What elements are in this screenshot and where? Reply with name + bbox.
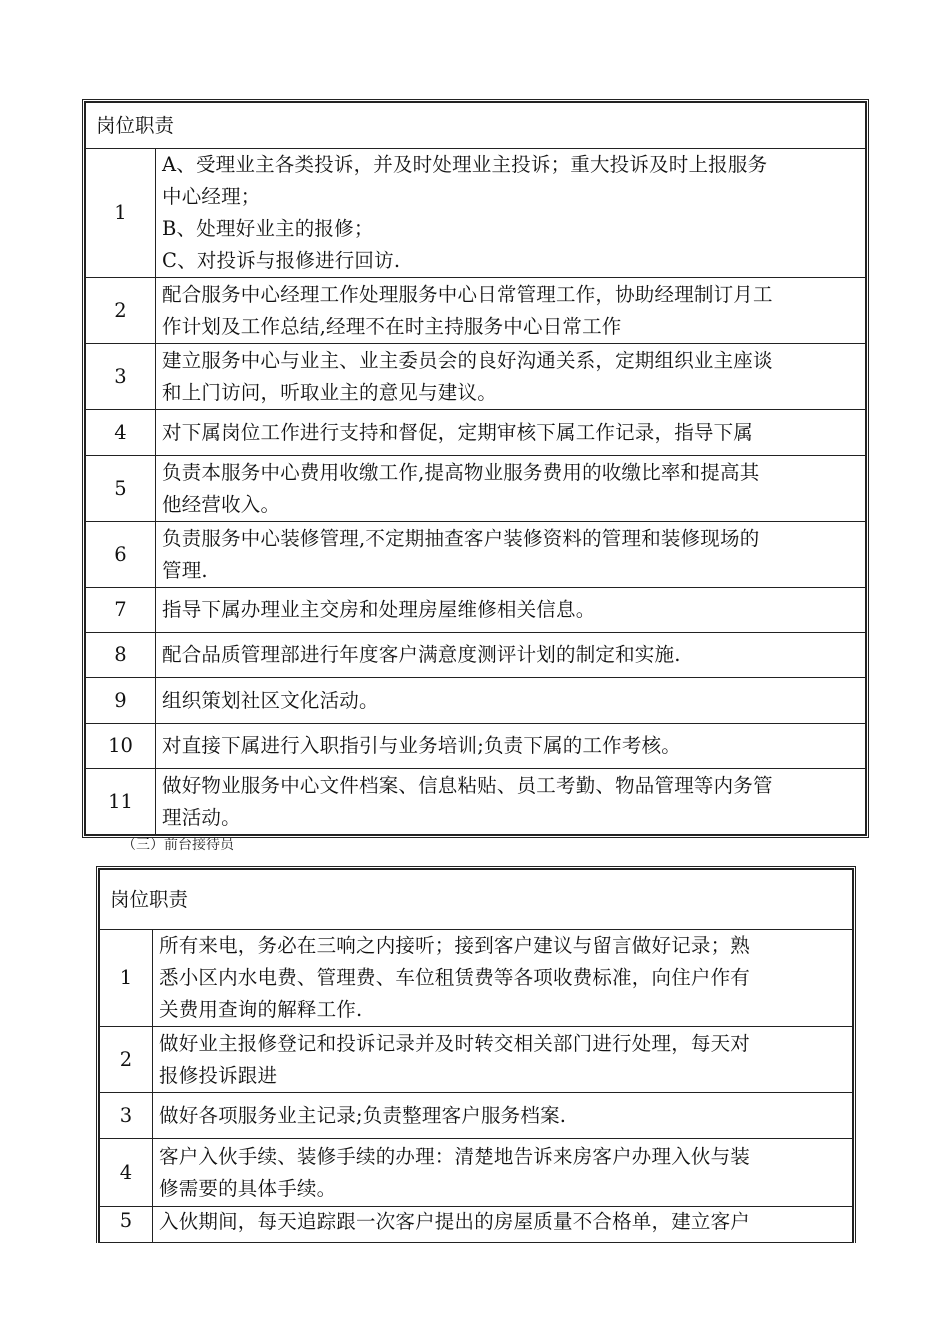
table-row [86,344,866,410]
table-row [86,410,866,456]
table-row [86,278,866,344]
table-row [86,149,866,278]
table-row [86,769,866,835]
text-line: B、处理好业主的报修； [162,217,374,240]
row-number: 11 [86,769,156,835]
row-number: 9 [86,678,156,724]
row-description [153,1139,853,1207]
row-description [153,1027,853,1093]
text-line: 建立服务中心与业主、业主委员会的良好沟通关系，定期组织业主座谈 [162,348,773,372]
row-description [156,344,866,410]
row-number: 2 [100,1027,153,1093]
row-description [156,724,866,769]
text-line: 指导下属办理业主交房和处理房屋维修相关信息。 [162,598,596,621]
text-line: 做好物业服务中心文件档案、信息粘贴、员工考勤、物品管理等内务管 [162,773,773,797]
row-description [156,678,866,724]
row-description [156,633,866,678]
text-line: 做好各项服务业主记录;负责整理客户服务档案. [159,1103,567,1127]
text-line: 理活动。 [162,805,241,829]
row-number: 1 [100,930,153,1027]
row-number: 6 [86,522,156,588]
row-description [156,588,866,633]
row-number: 5 [100,1207,153,1243]
row-number: 4 [100,1139,153,1207]
row-number: 8 [86,633,156,678]
table-row [100,1139,853,1207]
row-number: 10 [86,724,156,769]
table-row [100,1093,853,1139]
table-header: 岗位职责 [86,103,866,149]
duty-table-2 [96,866,856,1243]
table-row [86,588,866,633]
text-line: 对下属岗位工作进行支持和督促，定期审核下属工作记录，指导下属 [162,420,754,444]
text-line: 配合品质管理部进行年度客户满意度测评计划的制定和实施. [162,643,681,666]
row-description [153,1093,853,1139]
text-line: 关费用查询的解释工作. [159,998,363,1021]
table-header-row [86,103,866,149]
row-number: 5 [86,456,156,522]
table-row [100,1207,853,1243]
row-number: 2 [86,278,156,344]
row-number: 3 [100,1093,153,1139]
text-line: 修需要的具体手续。 [159,1176,337,1200]
text-line: A、受理业主各类投诉，并及时处理业主投诉；重大投诉及时上报服务 [162,153,768,176]
text-line: 报修投诉跟进 [159,1063,278,1087]
row-number: 4 [86,410,156,456]
row-description [153,930,853,1027]
text-line: C、对投诉与报修进行回访. [162,249,401,272]
table-header-row [100,870,853,930]
row-number: 1 [86,149,156,278]
row-description [156,522,866,588]
table-row [100,1027,853,1093]
text-line: 做好业主报修登记和投诉记录并及时转交相关部门进行处理，每天对 [159,1031,751,1055]
row-description [156,769,866,835]
text-line: 中心经理； [162,185,261,208]
text-line: 悉小区内水电费、管理费、车位租赁费等各项收费标准，向住户作有 [159,966,751,989]
row-description [153,1207,853,1243]
text-line: 负责本服务中心费用收缴工作,提高物业服务费用的收缴比率和提高其 [162,460,760,484]
row-description [156,278,866,344]
row-description [156,456,866,522]
text-line: 他经营收入。 [162,492,281,516]
text-line: 所有来电，务必在三响之内接听；接到客户建议与留言做好记录；熟 [159,934,751,957]
table-header: 岗位职责 [100,870,853,930]
row-description [156,410,866,456]
table-row [86,456,866,522]
row-number: 3 [86,344,156,410]
text-line: 作计划及工作总结,经理不在时主持服务中心日常工作 [162,314,622,338]
text-line: 负责服务中心装修管理,不定期抽查客户装修资料的管理和装修现场的 [162,526,760,550]
row-number: 7 [86,588,156,633]
table-row [86,522,866,588]
row-description [156,149,866,278]
table-row [86,678,866,724]
duty-table-1 [82,99,869,838]
text-line: 管理. [162,558,208,582]
table-row [86,633,866,678]
text-line: 客户入伙手续、装修手续的办理：清楚地告诉来房客户办理入伙与装 [159,1144,751,1168]
table-row [86,724,866,769]
text-line: 组织策划社区文化活动。 [162,688,379,712]
text-line: 和上门访问，听取业主的意见与建议。 [162,380,497,404]
text-line: 对直接下属进行入职指引与业务培训;负责下属的工作考核。 [162,734,681,757]
text-line: 入伙期间，每天追踪跟一次客户提出的房屋质量不合格单，建立客户 [159,1210,751,1233]
section-caption: （三）前台接待员 [122,837,234,853]
table-row [100,930,853,1027]
text-line: 配合服务中心经理工作处理服务中心日常管理工作，协助经理制订月工 [162,282,773,306]
